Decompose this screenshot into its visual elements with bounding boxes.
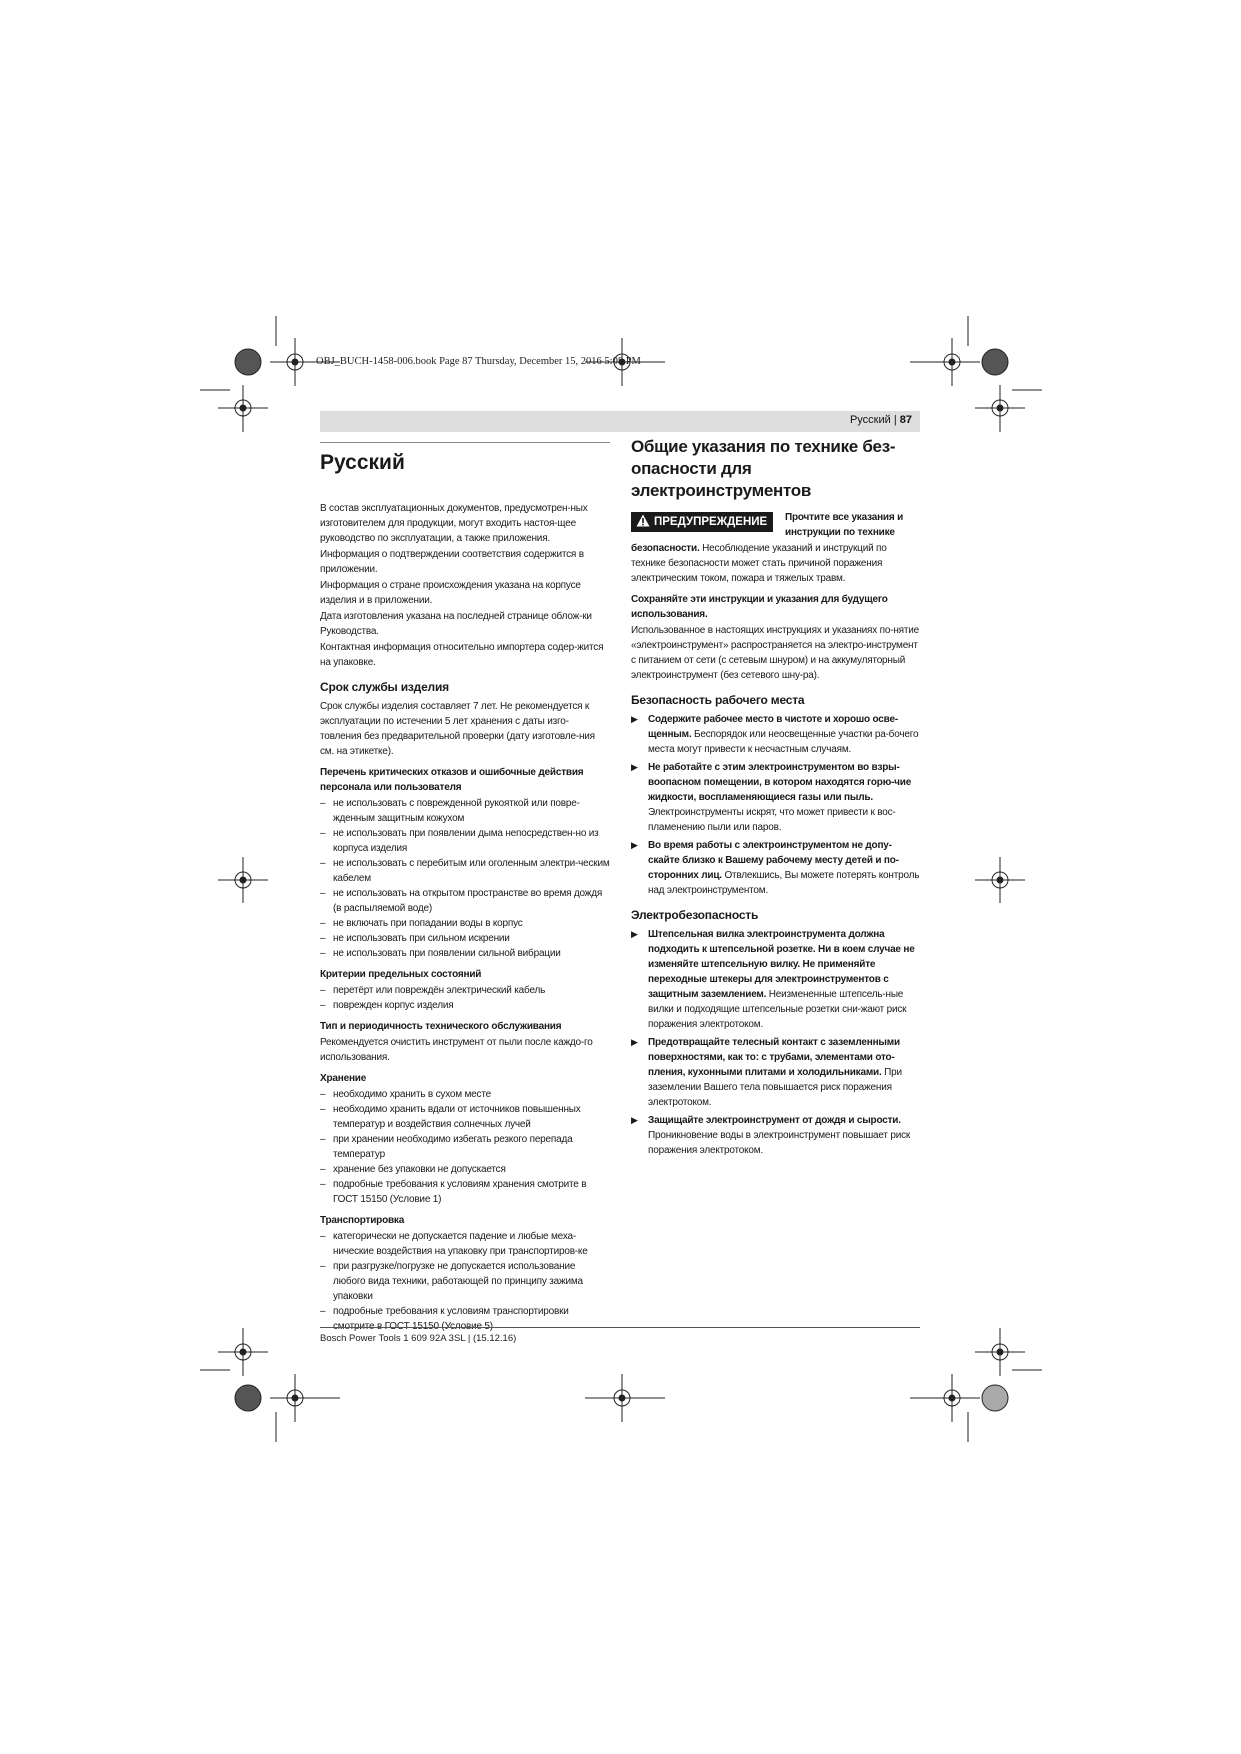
crosshair-bottom-center	[585, 1374, 665, 1422]
crosshair-right-upper	[975, 385, 1025, 432]
crosshair-right-lower	[975, 1328, 1025, 1376]
intro-paragraph: В состав эксплуатационных документов, предусмотрен-ных изготовителем для продукции, могут входить настоя-щее руководство по эксплуатации, а также приложения.	[320, 503, 588, 544]
warning-block	[631, 510, 921, 540]
bullet-bold: Содержите рабочее место в чистоте и хорошо осве-щенным.	[648, 714, 898, 740]
page-number: 87	[899, 414, 912, 426]
safety-title: Общие указания по технике без-опасности для электроинструментов	[631, 437, 896, 500]
registration-wheel-top-left	[235, 349, 261, 375]
list-item: – необходимо хранить вдали от источников повышенных температур и воздействия солнечных лучей	[320, 1102, 610, 1132]
registration-wheel-bottom-right	[982, 1385, 1008, 1411]
crosshair-bottom-right	[910, 1374, 980, 1422]
crosshair-top-right	[910, 338, 980, 386]
bullet-arrow-icon: ▶	[631, 714, 638, 724]
list-item	[631, 760, 921, 835]
header-separator: |	[890, 414, 900, 426]
bullet-text: Неизмененные штепсель-ные вилки и подходящие штепсельные розетки сни-жают риск поражения электротоком.	[648, 989, 907, 1030]
running-header	[320, 411, 920, 432]
list-item: – категорически не допускается падение и любые меха-нические воздействия на упаковку при транспортиров-ке	[320, 1229, 610, 1259]
lifetime-heading: Срок службы изделия	[320, 680, 449, 694]
warning-lead: Прочтите все указания и инструкции по технике	[785, 512, 904, 538]
bullet-bold: Не работайте с этим электроинструментом во взры-воопасном помещении, в котором находятся горю-чие жидкости, воспламеняющиеся газы или пыль.	[648, 762, 912, 803]
list-item: – не использовать с поврежденной рукояткой или повре-жденным защитным кожухом	[320, 796, 610, 826]
storage-heading: Хранение	[320, 1073, 367, 1084]
registration-wheel-bottom-left	[235, 1385, 261, 1411]
limits-list	[320, 983, 610, 1013]
bullet-arrow-icon: ▶	[631, 1115, 638, 1125]
list-item: – не использовать при появлении сильной вибрации	[320, 946, 610, 961]
warning-bold-continuation: безопасности.	[631, 543, 700, 554]
bullet-text: Отвлекшись, Вы можете потерять контроль над электроинструментом.	[648, 870, 920, 896]
language-title: Русский	[320, 451, 405, 474]
limits-heading: Критерии предельных состояний	[320, 969, 482, 980]
header-language-page	[850, 414, 912, 426]
list-item: – подробные требования к условиям транспортировки смотрите в ГОСТ 15150 (Условие 5)	[320, 1304, 610, 1334]
warning-triangle-icon	[636, 514, 650, 527]
list-item	[631, 838, 921, 898]
bullet-text: Электроинструменты искрят, что может привести к вос-пламенению пыли или паров.	[648, 807, 896, 833]
intro-paragraph: Дата изготовления указана на последней странице облож-ки Руководства.	[320, 611, 592, 637]
list-item: – перетёрт или повреждён электрический кабель	[320, 983, 610, 998]
intro-paragraph: Информация о стране происхождения указана на корпусе изделия и в приложении.	[320, 580, 581, 606]
list-item: – не включать при попадании воды в корпус	[320, 916, 610, 931]
list-item	[631, 1035, 921, 1110]
lifetime-text: Срок службы изделия составляет 7 лет. Не рекомендуется к эксплуатации по истечении 5 лет хранения с даты изго-товления без предварительной проверки (дату изготовле-ния см. на этикетке).	[320, 701, 595, 757]
bullet-arrow-icon: ▶	[631, 840, 638, 850]
list-item	[631, 927, 921, 1032]
bullet-arrow-icon: ▶	[631, 929, 638, 939]
bullet-arrow-icon: ▶	[631, 762, 638, 772]
workplace-heading: Безопасность рабочего места	[631, 693, 805, 707]
warning-text: Несоблюдение указаний и инструкций по технике безопасности может стать причиной поражения электрическим током, пожара и тяжелых травм.	[631, 543, 887, 584]
maintenance-text: Рекомендуется очистить инструмент от пыли после каждо-го использования.	[320, 1037, 593, 1063]
maintenance-heading: Тип и периодичность технического обслуживания	[320, 1021, 562, 1032]
keep-instructions-heading: Сохраняйте эти инструкции и указания для будущего использования.	[631, 594, 888, 620]
list-item: – не использовать на открытом пространстве во время дождя (в распыляемой воде)	[320, 886, 610, 916]
warning-badge	[631, 512, 773, 532]
failures-heading: Перечень критических отказов и ошибочные действия персонала или пользователя	[320, 767, 584, 793]
crosshair-bottom-left	[270, 1374, 340, 1422]
failures-list	[320, 796, 610, 961]
intro-paragraph: Контактная информация относительно импортера содер-жится на упаковке.	[320, 642, 604, 668]
intro-paragraph: Информация о подтверждении соответствия содержится в приложении.	[320, 549, 584, 575]
intro-paragraphs	[320, 501, 610, 670]
bullet-bold: Во время работы с электроинструментом не допу-скайте близко к Вашему рабочему месту детей и по-сторонних лиц.	[648, 840, 899, 881]
bullet-bold: Штепсельная вилка электроинструмента должна подходить к штепсельной розетке. Ни в коем случае не изменяйте штепсельную вилку. Не применяйте переходные штекеры для электроинструментов с защитным заземлением.	[648, 929, 915, 1000]
list-item: – подробные требования к условиям хранения смотрите в ГОСТ 15150 (Условие 1)	[320, 1177, 610, 1207]
list-item: – поврежден корпус изделия	[320, 998, 610, 1013]
electrical-list	[631, 927, 921, 1158]
bullet-text: При заземлении Вашего тела повышается риск поражения электротоком.	[648, 1067, 902, 1108]
list-item: – хранение без упаковки не допускается	[320, 1162, 610, 1177]
bullet-bold: Предотвращайте телесный контакт с заземленными поверхностями, как то: с трубами, элементами ото-пления, кухонными плитами и холодильниками.	[648, 1037, 900, 1078]
bullet-bold: Защищайте электроинструмент от дождя и сырости.	[648, 1115, 901, 1126]
list-item: – при разгрузке/погрузке не допускается использование любого вида техники, работающей по принципу зажима упаковки	[320, 1259, 610, 1304]
crosshair-left-upper	[218, 385, 268, 432]
list-item: – при хранении необходимо избегать резкого перепада температур	[320, 1132, 610, 1162]
bullet-text: Проникновение воды в электроинструмент повышает риск поражения электротоком.	[648, 1130, 911, 1156]
warning-paragraph	[631, 541, 921, 586]
title-rule	[320, 442, 610, 443]
right-column	[631, 436, 921, 1161]
list-item: – необходимо хранить в сухом месте	[320, 1087, 610, 1102]
registration-wheel-top-right	[982, 349, 1008, 375]
print-slug: OBJ_BUCH-1458-006.book Page 87 Thursday, December 15, 2016 5:08 PM	[316, 356, 641, 367]
list-item	[631, 1113, 921, 1158]
crosshair-left-lower	[218, 1328, 268, 1376]
transport-list	[320, 1229, 610, 1334]
bullet-arrow-icon: ▶	[631, 1037, 638, 1047]
transport-heading: Транспортировка	[320, 1215, 405, 1226]
list-item: – не использовать с перебитым или оголенным электри-ческим кабелем	[320, 856, 610, 886]
footer-rule	[320, 1327, 920, 1328]
storage-list	[320, 1087, 610, 1207]
left-column	[320, 442, 610, 1334]
list-item: – не использовать при появлении дыма непосредствен-но из корпуса изделия	[320, 826, 610, 856]
bullet-text: Беспорядок или неосвещенные участки ра-бочего места могут привести к несчастным случаям.	[648, 729, 919, 755]
crosshair-left-middle	[218, 857, 268, 903]
page-footer: Bosch Power Tools 1 609 92A 3SL | (15.12.16)	[320, 1333, 517, 1344]
definition-text: Использованное в настоящих инструкциях и указаниях по-нятие «электроинструмент» распространяется на электро-инструмент с питанием от сети (с сетевым шнуром) и на аккумуляторный электроинструмент (без сетевого шну-ра).	[631, 625, 919, 681]
electrical-heading: Электробезопасность	[631, 908, 759, 922]
workplace-list	[631, 712, 921, 898]
header-language: Русский	[849, 414, 891, 426]
warning-badge-label: ПРЕДУПРЕЖДЕНИЕ	[654, 516, 768, 528]
crosshair-right-middle	[975, 857, 1025, 903]
list-item	[631, 712, 921, 757]
list-item: – не использовать при сильном искрении	[320, 931, 610, 946]
